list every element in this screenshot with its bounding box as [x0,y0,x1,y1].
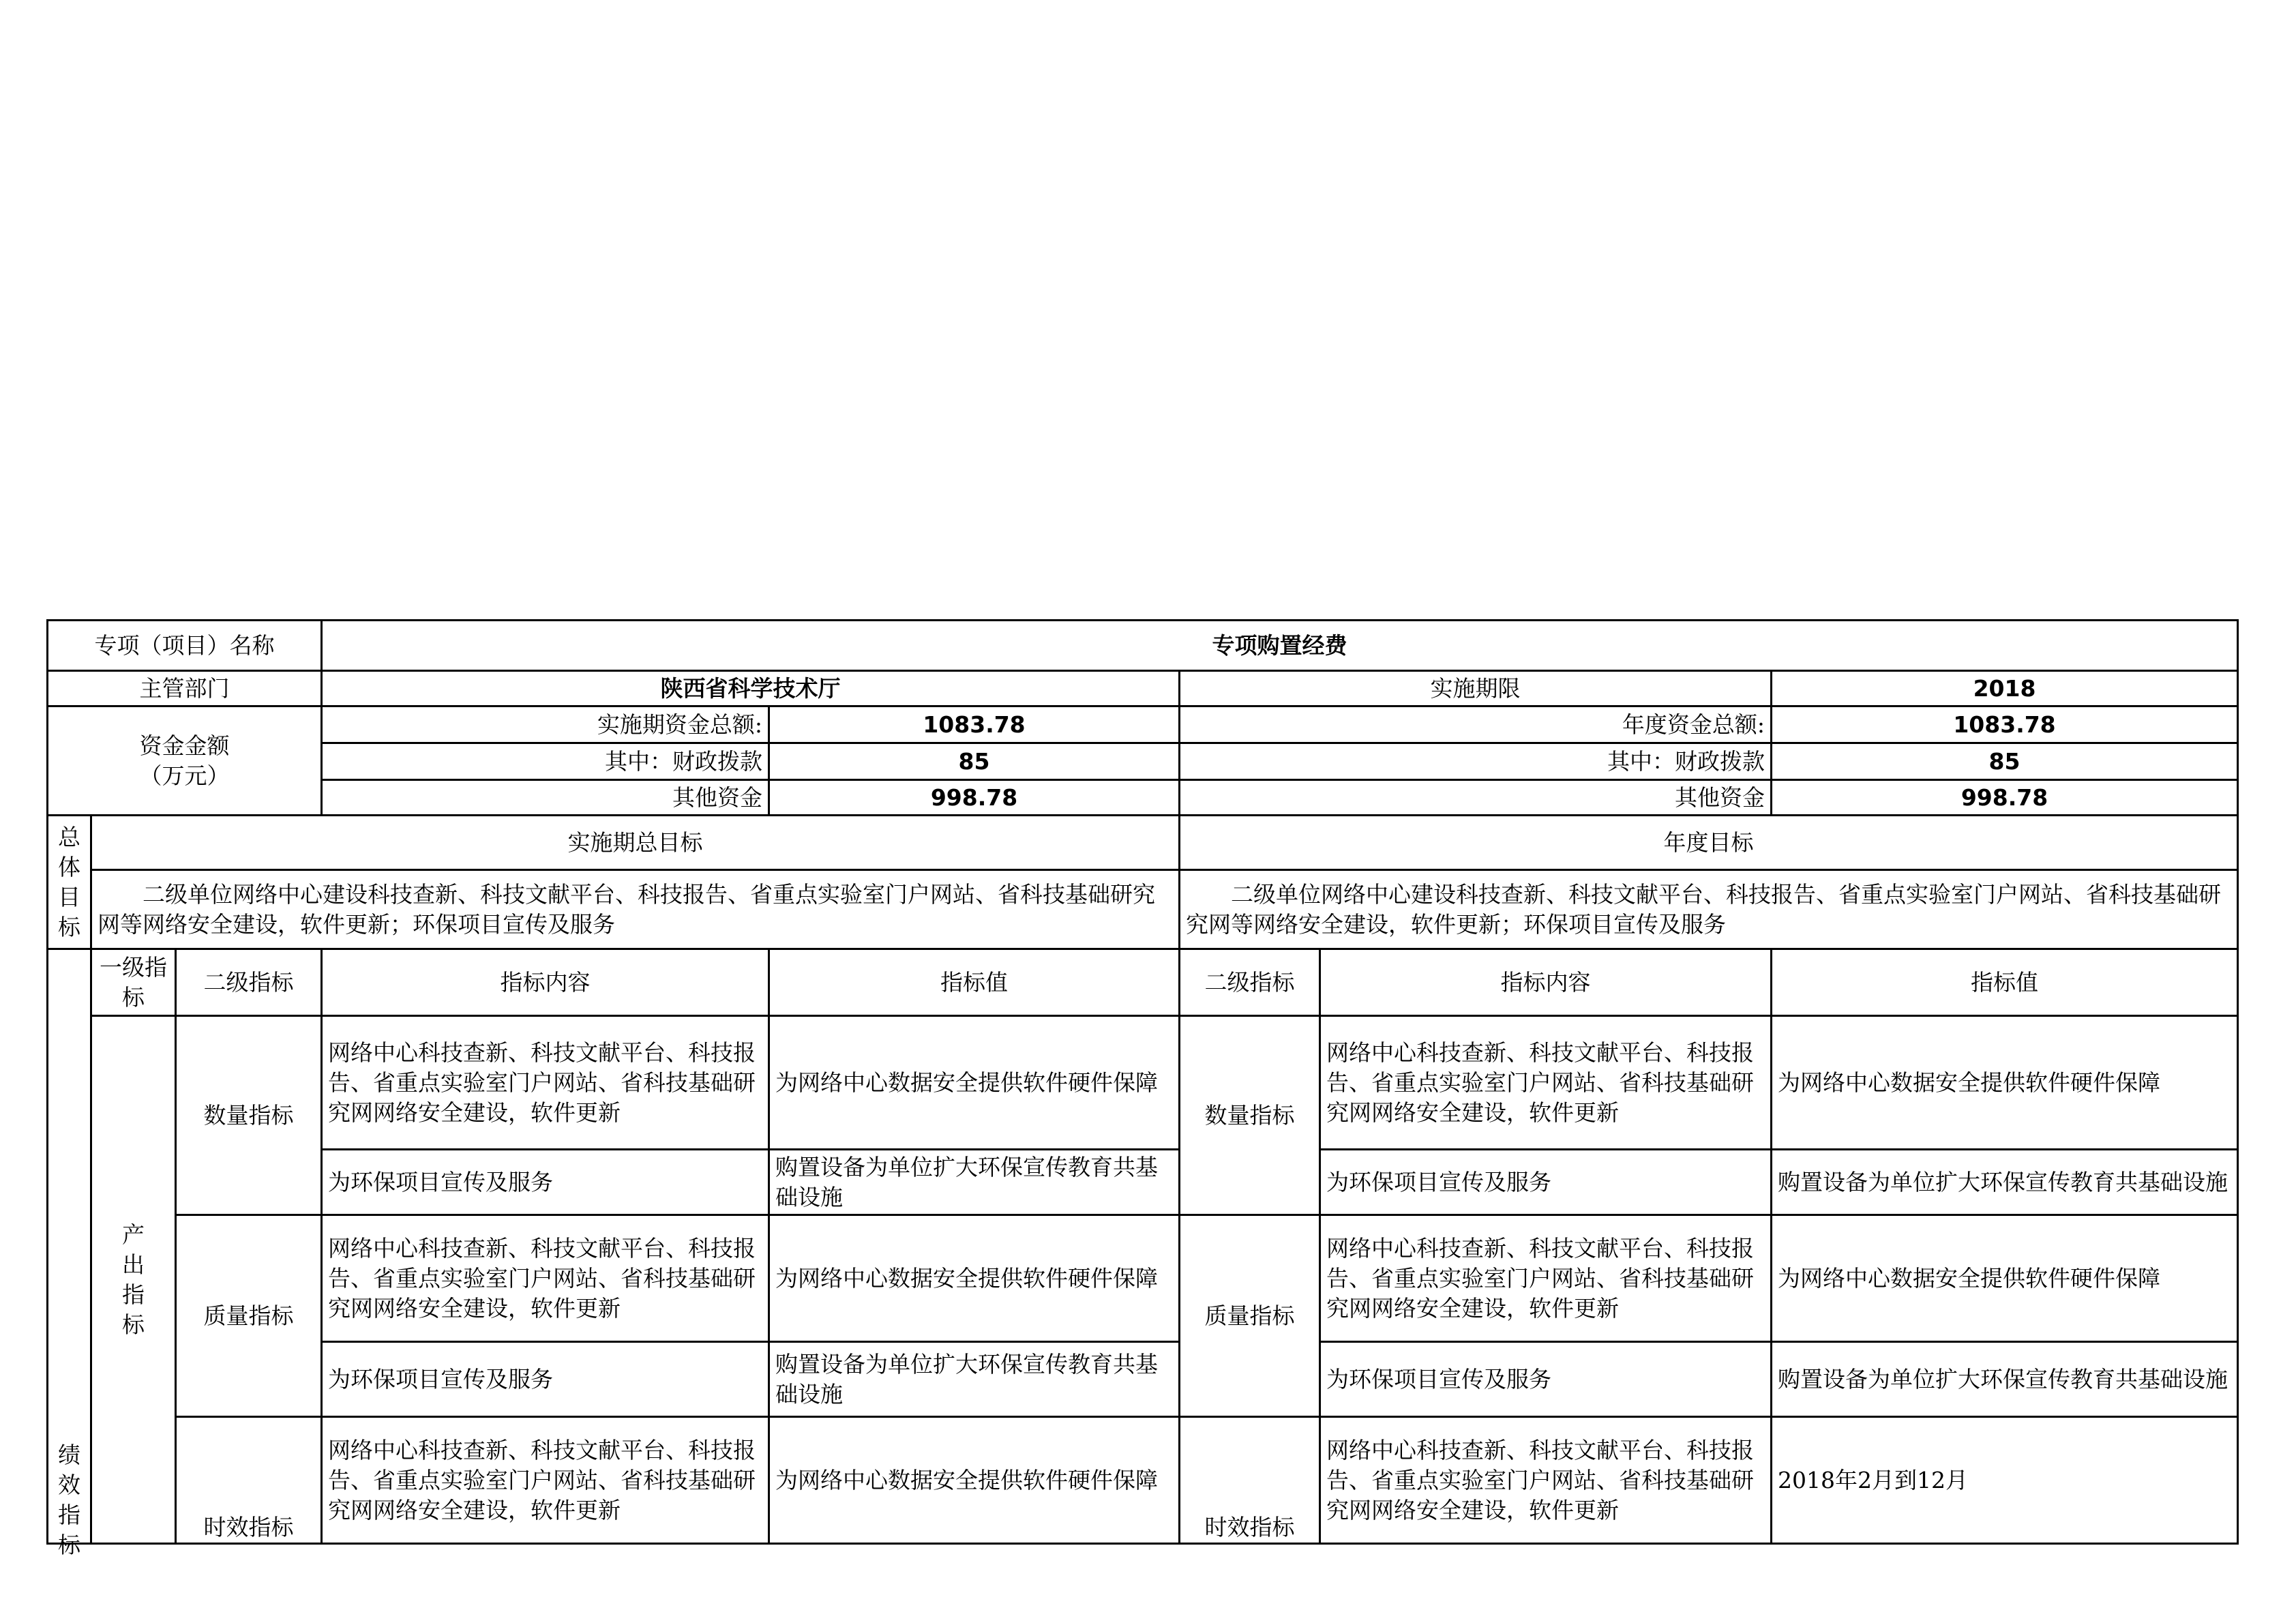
indicator-content: 为环保项目宣传及服务 [322,1342,769,1417]
indicator-value: 为网络中心数据安全提供软件硬件保障 [769,1417,1180,1544]
period-goal-text: 二级单位网络中心建设科技查新、科技文献平台、科技报告、省重点实验室门户网站、省科技基础研究网等网络安全建设，软件更新；环保项目宣传及服务 [91,870,1180,949]
period-label: 实施期限 [1180,671,1772,706]
annual-quality-indicator-label: 质量指标 [1180,1215,1320,1417]
quality-indicator-label: 质量指标 [176,1215,322,1417]
goals-header-row [48,816,2238,870]
annual-indicator-content: 为环保项目宣传及服务 [1320,1342,1772,1417]
funds-total-row [48,706,2238,743]
department-value: 陕西省科学技术厅 [322,671,1180,706]
indicator-content: 为环保项目宣传及服务 [322,1150,769,1215]
fiscal-funds-label: 其中：财政拨款 [322,743,769,780]
indicator-value: 购置设备为单位扩大环保宣传教育共基础设施 [769,1342,1180,1417]
funds-other-row [48,780,2238,816]
annual-goal-text: 二级单位网络中心建设科技查新、科技文献平台、科技报告、省重点实验室门户网站、省科技基础研究网等网络安全建设，软件更新；环保项目宣传及服务 [1180,870,2238,949]
indicator-content: 网络中心科技查新、科技文献平台、科技报告、省重点实验室门户网站、省科技基础研究网网络安全建设，软件更新 [322,1016,769,1150]
performance-indicators-label [48,949,91,1558]
annual-indicator-value: 为网络中心数据安全提供软件硬件保障 [1772,1016,2238,1150]
annual-fiscal-funds-label: 其中：财政拨款 [1180,743,1772,780]
project-name-row [48,621,2238,671]
table-row [48,1215,2238,1342]
annual-indicator-content: 网络中心科技查新、科技文献平台、科技报告、省重点实验室门户网站、省科技基础研究网网络安全建设，软件更新 [1320,1016,1772,1150]
indicator-header-row [48,949,2238,1016]
annual-content-header: 指标内容 [1320,949,1772,1016]
table-row [48,1342,2238,1417]
total-funds-value: 1083.78 [769,706,1180,743]
annual-value-header: 指标值 [1772,949,2238,1016]
period-goal-header: 实施期总目标 [91,816,1180,870]
total-funds-label: 实施期资金总额: [322,706,769,743]
overall-goals-label-text: 总体目标 [58,823,80,940]
annual-indicator-value: 2018年2月到12月 [1772,1417,2238,1544]
quantity-indicator-label: 数量指标 [176,1016,322,1215]
project-name-value: 专项购置经费 [322,621,2238,671]
department-row [48,671,2238,706]
annual-total-funds-label: 年度资金总额: [1180,706,1772,743]
annual-indicator-content: 网络中心科技查新、科技文献平台、科技报告、省重点实验室门户网站、省科技基础研究网网络安全建设，软件更新 [1320,1417,1772,1544]
content-header: 指标内容 [322,949,769,1016]
annual-fiscal-funds-value: 85 [1772,743,2238,780]
goals-text-row [48,870,2238,949]
table-row [48,1417,2238,1544]
overall-goals-label [48,816,91,949]
indicator-value: 为网络中心数据安全提供软件硬件保障 [769,1016,1180,1150]
other-funds-label: 其他资金 [322,780,769,816]
annual-indicator-value: 为网络中心数据安全提供软件硬件保障 [1772,1215,2238,1342]
other-funds-value: 998.78 [769,780,1180,816]
level1-header: 一级指标 [91,949,176,1016]
annual-indicator-value: 购置设备为单位扩大环保宣传教育共基础设施 [1772,1150,2238,1215]
output-indicators-label-text: 产出指标 [122,1221,145,1338]
annual-other-funds-value: 998.78 [1772,780,2238,816]
annual-timeliness-indicator-label: 时效指标 [1180,1417,1320,1544]
timeliness-indicator-label: 时效指标 [176,1417,322,1544]
indicator-content: 网络中心科技查新、科技文献平台、科技报告、省重点实验室门户网站、省科技基础研究网网络安全建设，软件更新 [322,1215,769,1342]
performance-indicators-label-text: 绩效指标 [58,1442,80,1558]
annual-quantity-indicator-label: 数量指标 [1180,1016,1320,1215]
department-label: 主管部门 [48,671,322,706]
level2-header: 二级指标 [176,949,322,1016]
project-performance-table [46,619,2239,1558]
funds-label-text: 资金金额（万元） [139,732,230,789]
project-name-label: 专项（项目）名称 [48,621,322,671]
funds-fiscal-row [48,743,2238,780]
indicator-content: 网络中心科技查新、科技文献平台、科技报告、省重点实验室门户网站、省科技基础研究网网络安全建设，软件更新 [322,1417,769,1544]
annual-indicator-content: 网络中心科技查新、科技文献平台、科技报告、省重点实验室门户网站、省科技基础研究网网络安全建设，软件更新 [1320,1215,1772,1342]
table-row [48,1016,2238,1150]
funds-label [48,706,322,816]
annual-other-funds-label: 其他资金 [1180,780,1772,816]
annual-goal-header: 年度目标 [1180,816,2238,870]
annual-indicator-content: 为环保项目宣传及服务 [1320,1150,1772,1215]
table-row [48,1150,2238,1215]
value-header: 指标值 [769,949,1180,1016]
fiscal-funds-value: 85 [769,743,1180,780]
period-value: 2018 [1772,671,2238,706]
indicator-value: 为网络中心数据安全提供软件硬件保障 [769,1215,1180,1342]
annual-indicator-value: 购置设备为单位扩大环保宣传教育共基础设施 [1772,1342,2238,1417]
output-indicators-label [91,1016,176,1544]
annual-level2-header: 二级指标 [1180,949,1320,1016]
indicator-value: 购置设备为单位扩大环保宣传教育共基础设施 [769,1150,1180,1215]
annual-total-funds-value: 1083.78 [1772,706,2238,743]
